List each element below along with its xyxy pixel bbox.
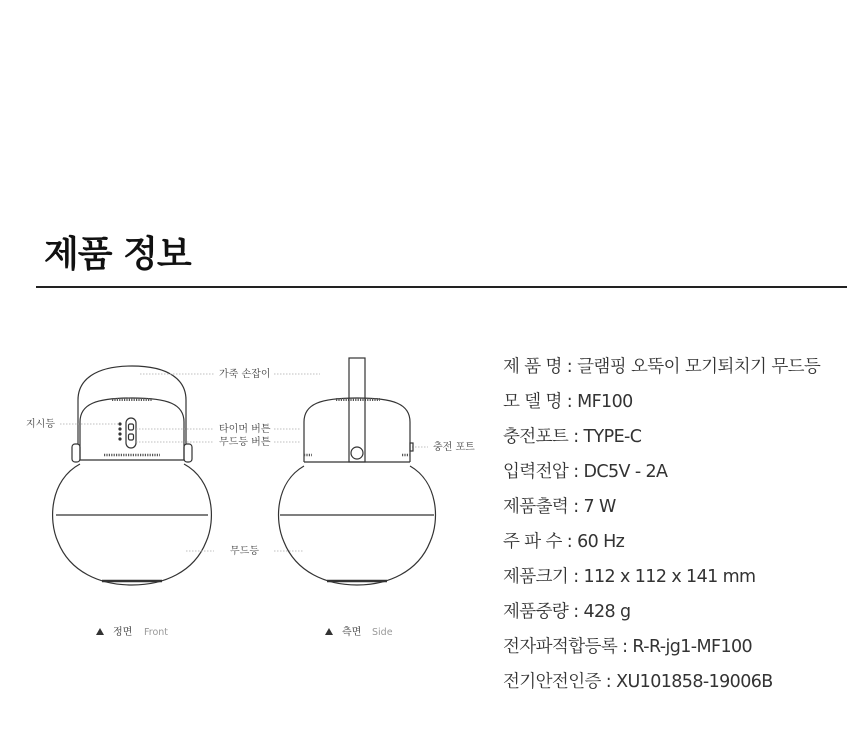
spec-row (503, 598, 820, 633)
spec-label: 제 품 명 (503, 357, 562, 377)
spec-separator: : (561, 357, 578, 377)
side-top-cap (304, 398, 410, 462)
spec-value: XU101858-19006B (616, 672, 773, 692)
spec-row (503, 633, 820, 668)
spec-label: 충전포트 (503, 427, 569, 447)
spec-value: 60 Hz (577, 532, 625, 552)
spec-label: 제품중량 (503, 602, 569, 622)
page-title: 제품 정보 (44, 234, 191, 275)
label-mood-button: 무드등 버튼 (219, 437, 271, 448)
spec-label: 전기안전인증 (503, 672, 601, 692)
spec-value: 428 g (583, 602, 631, 622)
triangle-icon (96, 628, 104, 635)
spec-separator: : (600, 672, 617, 692)
caption-front-ko: 정면 (113, 627, 133, 638)
front-top-cap (80, 398, 184, 460)
front-button-panel (126, 418, 136, 448)
triangle-icon (325, 628, 333, 635)
spec-row (503, 388, 820, 423)
caption-side-ko: 측면 (342, 627, 362, 638)
spec-list (503, 353, 820, 703)
spec-label: 주 파 수 (503, 532, 562, 552)
side-globe (279, 466, 436, 585)
side-strap (349, 358, 365, 462)
spec-value: MF100 (577, 392, 633, 412)
title-divider (36, 286, 847, 288)
front-handle (78, 366, 186, 444)
spec-label: 모 델 명 (503, 392, 562, 412)
spec-separator: : (617, 637, 633, 657)
spec-row (503, 528, 820, 563)
spec-value: 112 x 112 x 141 mm (583, 567, 756, 587)
spec-row (503, 493, 820, 528)
front-globe (53, 464, 212, 585)
spec-separator: : (568, 567, 584, 587)
label-charge-port: 충전 포트 (433, 442, 475, 453)
spec-value: 글램핑 오뚝이 모기퇴치기 무드등 (577, 357, 821, 377)
spec-label: 제품크기 (503, 567, 569, 587)
front-view (53, 366, 212, 585)
label-mood-light: 무드등 (230, 546, 259, 557)
caption-front-en: Front (144, 627, 169, 638)
indicator-lights (118, 422, 121, 440)
label-timer-button: 타이머 버튼 (219, 424, 271, 435)
spec-separator: : (561, 532, 578, 552)
spec-row (503, 353, 820, 388)
spec-value: DC5V - 2A (583, 462, 668, 482)
spec-row (503, 458, 820, 493)
product-diagram (0, 340, 490, 660)
spec-separator: : (568, 462, 584, 482)
spec-separator: : (568, 602, 584, 622)
spec-row (503, 423, 820, 458)
label-indicator: 지시등 (26, 419, 55, 430)
caption-side-en: Side (372, 627, 393, 638)
spec-label: 전자파적합등록 (503, 637, 618, 657)
spec-row (503, 668, 820, 703)
spec-separator: : (568, 497, 584, 517)
spec-row (503, 563, 820, 598)
spec-label: 제품출력 (503, 497, 569, 517)
spec-separator: : (561, 392, 578, 412)
spec-separator: : (568, 427, 584, 447)
spec-value: 7 W (583, 497, 616, 517)
spec-label: 입력전압 (503, 462, 569, 482)
spec-value: R-R-jg1-MF100 (632, 637, 753, 657)
spec-value: TYPE-C (583, 427, 642, 447)
label-handle: 가죽 손잡이 (219, 369, 271, 380)
